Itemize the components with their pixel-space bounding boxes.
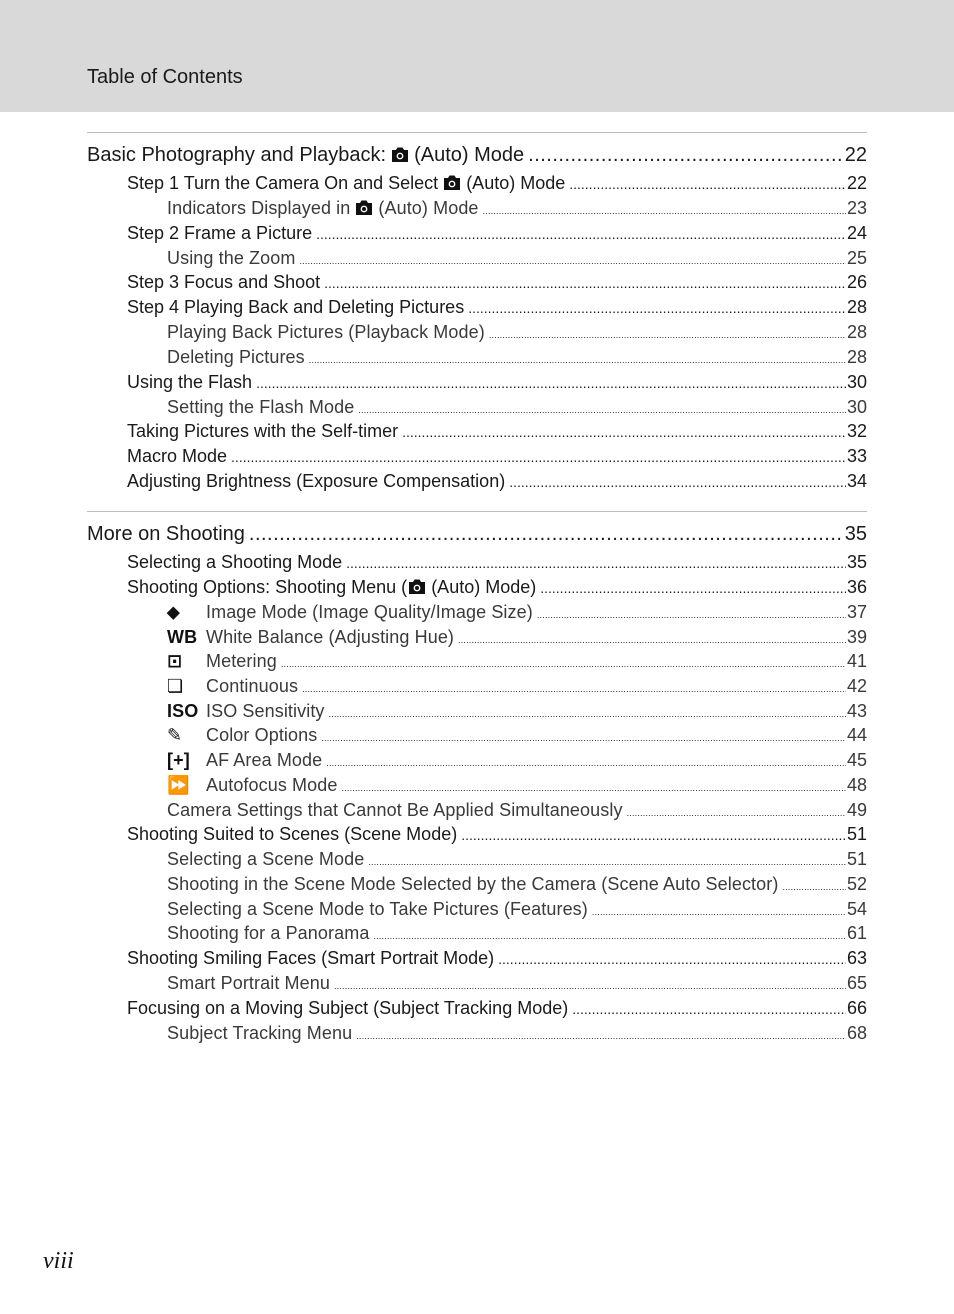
toc-entry-label [167, 1021, 352, 1046]
toc-page-number: 33 [846, 446, 867, 467]
toc-entry[interactable] [87, 897, 867, 922]
toc-entry-label [87, 140, 524, 171]
toc-page-number: 22 [844, 144, 867, 166]
toc-page-number: 45 [846, 750, 867, 771]
toc-entry[interactable] [87, 674, 867, 699]
toc-entry-label [127, 822, 457, 847]
toc-page-number: 35 [846, 552, 867, 572]
dot-leader [316, 222, 846, 246]
toc-page-number: 61 [846, 923, 867, 944]
toc-entry[interactable] [87, 345, 867, 370]
toc-entry[interactable] [87, 600, 867, 625]
toc-entry-text: AF Area Mode [206, 750, 323, 771]
toc-entry-text: Continuous [206, 676, 299, 697]
toc-entry-text-suffix: (Auto) Mode [414, 144, 525, 166]
toc-entry-label [167, 773, 337, 798]
toc-entry-label [167, 872, 778, 897]
toc-entry-text: Subject Tracking Menu [167, 1022, 353, 1043]
toc-entry-label [167, 320, 485, 345]
dot-leader [468, 296, 846, 320]
toc-entry-label [127, 270, 320, 295]
toc-entry-label [167, 699, 325, 724]
toc-entry-label [127, 419, 398, 444]
toc-page-number: 23 [846, 198, 867, 218]
toc-page-number: 65 [846, 972, 867, 993]
camera-icon [390, 142, 410, 159]
af-area-icon: [+] [167, 750, 190, 771]
color-options-icon: ✎ [167, 725, 183, 746]
dot-leader [483, 199, 846, 221]
toc-entry[interactable] [87, 847, 867, 872]
dot-leader [281, 652, 846, 674]
dot-leader [498, 947, 846, 971]
dot-leader [528, 140, 844, 171]
camera-icon [354, 198, 374, 215]
toc-entry-label [127, 550, 342, 575]
toc-page-number: 52 [846, 873, 867, 894]
toc-entry-text: Step 4 Playing Back and Deleting Pictures [127, 297, 465, 318]
toc-page-number: 39 [846, 626, 867, 647]
dot-leader [249, 519, 844, 550]
toc-page-number: 44 [846, 725, 867, 746]
toc-entry-text: Focusing on a Moving Subject (Subject Tracking Mode) [127, 997, 569, 1018]
toc-entry-label [167, 971, 330, 996]
header-band [0, 0, 954, 112]
metering-icon: ⊡ [167, 651, 183, 672]
toc-entry-label [167, 674, 298, 699]
toc-page-number: 63 [846, 947, 867, 968]
dot-leader [346, 551, 846, 575]
toc-entry[interactable] [87, 550, 867, 575]
toc-entry-label [167, 345, 305, 370]
toc-page-number: 66 [846, 997, 867, 1018]
toc-entry-text: Taking Pictures with the Self-timer [127, 421, 399, 442]
toc-page-number: 22 [846, 173, 867, 193]
toc-entry[interactable] [87, 798, 867, 823]
toc-entry[interactable] [87, 246, 867, 271]
dot-leader [627, 801, 846, 823]
toc-entry-text: Step 2 Frame a Picture [127, 222, 313, 243]
toc-section-title[interactable] [87, 519, 867, 550]
toc-page-number: 37 [846, 602, 867, 622]
toc-entry-text: Using the Zoom [167, 247, 296, 268]
toc-entry[interactable] [87, 946, 867, 971]
toc-entry-text: Image Mode (Image Quality/Image Size) [206, 602, 533, 622]
toc-entry-text: Indicators Displayed in [167, 198, 351, 218]
toc-entry[interactable] [87, 773, 867, 798]
toc-entry-label [167, 921, 369, 946]
toc-entry[interactable] [87, 921, 867, 946]
toc-page-number: 28 [846, 322, 867, 343]
page-header-title: Table of Contents [87, 66, 243, 88]
toc-entry-text: Setting the Flash Mode [167, 396, 355, 417]
dot-leader [402, 420, 846, 444]
toc-entry[interactable] [87, 996, 867, 1021]
toc-entry-label [127, 575, 536, 600]
dot-leader [309, 348, 846, 370]
toc-entry-text: Using the Flash [127, 371, 253, 392]
toc-entry[interactable] [87, 469, 867, 494]
toc-entry-text: Shooting for a Panorama [167, 923, 370, 944]
toc-entry-label [167, 600, 533, 625]
toc-entry-label [167, 395, 354, 420]
toc-entry-text: Smart Portrait Menu [167, 972, 330, 993]
toc-page-number: 25 [846, 247, 867, 268]
toc-entry-text: Shooting Smiling Faces (Smart Portrait Mode) [127, 947, 495, 968]
toc-entry-text: Autofocus Mode [206, 774, 338, 795]
toc-page-number: 30 [846, 371, 867, 392]
dot-leader [782, 875, 846, 897]
toc-entry[interactable] [87, 270, 867, 295]
toc-page-number: 43 [846, 700, 867, 721]
toc-section-more-on-shooting [87, 511, 867, 1045]
toc-entry[interactable] [87, 444, 867, 469]
toc-page-number: 28 [846, 347, 867, 368]
camera-icon [407, 577, 427, 594]
toc-entry[interactable] [87, 822, 867, 847]
toc-page-number: 54 [846, 898, 867, 919]
dot-leader [321, 726, 846, 748]
toc-entry-text: Step 3 Focus and Shoot [127, 272, 321, 293]
image-mode-icon: ⬥ [167, 602, 180, 622]
toc-entry-text: Basic Photography and Playback: [87, 144, 387, 166]
toc-page-number: 42 [846, 676, 867, 697]
toc-entry[interactable] [87, 575, 867, 600]
toc-entry[interactable] [87, 196, 867, 221]
toc-entry-text: Shooting in the Scene Mode Selected by the Camera (Scene Auto Selector) [167, 873, 779, 894]
toc-page-number: 49 [846, 799, 867, 820]
dot-leader [489, 323, 846, 345]
toc-entry-label [167, 897, 588, 922]
toc-page-number: 48 [846, 774, 867, 795]
toc-entry[interactable] [87, 295, 867, 320]
toc-entry[interactable] [87, 649, 867, 674]
toc-entry-text: Camera Settings that Cannot Be Applied Simultaneously [167, 799, 623, 820]
dot-leader [373, 924, 846, 946]
toc-entry-text: ISO Sensitivity [206, 700, 325, 721]
toc-entry-label [127, 295, 464, 320]
toc-entry[interactable] [87, 723, 867, 748]
toc-entry-label [167, 649, 277, 674]
white-balance-icon: WB [167, 626, 198, 647]
toc-entry-text: Playing Back Pictures (Playback Mode) [167, 322, 485, 343]
toc-entry-label [167, 196, 479, 221]
dot-leader [302, 677, 846, 699]
toc-page-number: 26 [846, 272, 867, 293]
toc-entry-label [127, 171, 565, 196]
toc-entry-text: Shooting Options: Shooting Menu ( [127, 577, 408, 597]
dot-leader [509, 470, 846, 494]
toc-entry[interactable] [87, 221, 867, 246]
dot-leader [329, 702, 846, 724]
toc-entry-text: Step 1 Turn the Camera On and Select [127, 173, 439, 193]
toc-entry-label [127, 996, 568, 1021]
dot-leader [341, 776, 845, 798]
autofocus-icon: ⏩ [167, 774, 190, 795]
dot-leader [356, 1024, 846, 1046]
dot-leader [299, 249, 846, 271]
toc-page-number: 24 [846, 222, 867, 243]
toc-entry-label [167, 723, 317, 748]
toc-page-number: 34 [846, 471, 867, 492]
toc-section-title[interactable] [87, 140, 867, 171]
toc-entry[interactable] [87, 699, 867, 724]
dot-leader [334, 974, 846, 996]
toc-entry-text: White Balance (Adjusting Hue) [206, 626, 455, 647]
toc-entry-text-suffix: (Auto) Mode [466, 173, 566, 193]
dot-leader [458, 628, 846, 650]
dot-leader [592, 900, 846, 922]
toc-entry-label [127, 221, 312, 246]
toc-entry-text: Shooting Suited to Scenes (Scene Mode) [127, 824, 458, 845]
toc-entry-label [127, 469, 505, 494]
continuous-icon: ❏ [167, 676, 184, 697]
toc-page-number: 51 [846, 824, 867, 845]
toc-entry-label [127, 946, 494, 971]
toc-entry-label [167, 625, 454, 650]
toc-entry-text: Selecting a Shooting Mode [127, 552, 343, 572]
toc-entry-text: Color Options [206, 725, 318, 746]
toc-entry[interactable] [87, 395, 867, 420]
dot-leader [537, 603, 846, 625]
toc-entry[interactable] [87, 872, 867, 897]
dot-leader [572, 997, 846, 1021]
toc-page-number: 36 [846, 577, 867, 597]
toc-entry-label [167, 748, 322, 773]
toc-entry-label [87, 519, 245, 550]
dot-leader [461, 823, 846, 847]
toc-entry[interactable] [87, 625, 867, 650]
toc-page-number: 41 [846, 651, 867, 672]
toc-entry-label [127, 370, 252, 395]
camera-icon [442, 173, 462, 190]
dot-leader [540, 576, 846, 600]
toc-entry-text: Metering [206, 651, 277, 672]
dot-leader [231, 445, 846, 469]
dot-leader [326, 751, 846, 773]
dot-leader [368, 850, 846, 872]
toc-entry-text: Adjusting Brightness (Exposure Compensation) [127, 471, 506, 492]
toc-page-number: 35 [844, 523, 867, 545]
toc-entry[interactable] [87, 748, 867, 773]
toc-entry-label [167, 246, 295, 271]
toc-entry-text: Macro Mode [127, 446, 228, 467]
toc-entry-label [127, 444, 227, 469]
toc-page-number: 68 [846, 1022, 867, 1043]
toc-entry-label [167, 847, 364, 872]
dot-leader [358, 398, 846, 420]
iso-icon: ISO [167, 700, 199, 721]
toc-page-number: 30 [846, 396, 867, 417]
dot-leader [256, 371, 846, 395]
toc-entry[interactable] [87, 171, 867, 196]
toc-page-number: 51 [846, 849, 867, 870]
toc-entry-label [167, 798, 623, 823]
toc-entry-text: Selecting a Scene Mode to Take Pictures (Features) [167, 898, 588, 919]
toc-section-basic-photography [87, 132, 867, 494]
toc-entry-text: Deleting Pictures [167, 347, 305, 368]
toc-entry[interactable] [87, 1021, 867, 1046]
toc-entry-text-suffix: (Auto) Mode [378, 198, 479, 218]
toc-entry-text-suffix: (Auto) Mode) [431, 577, 537, 597]
toc-entry[interactable] [87, 971, 867, 996]
toc-entry[interactable] [87, 320, 867, 345]
dot-leader [569, 172, 846, 196]
toc-page-number: 32 [846, 421, 867, 442]
toc-entry[interactable] [87, 370, 867, 395]
toc-entry[interactable] [87, 419, 867, 444]
page-number-folio: viii [43, 1248, 74, 1274]
toc-page-number: 28 [846, 297, 867, 318]
dot-leader [324, 271, 846, 295]
toc-entry-text: Selecting a Scene Mode [167, 849, 365, 870]
toc-entry-text: More on Shooting [87, 523, 245, 545]
